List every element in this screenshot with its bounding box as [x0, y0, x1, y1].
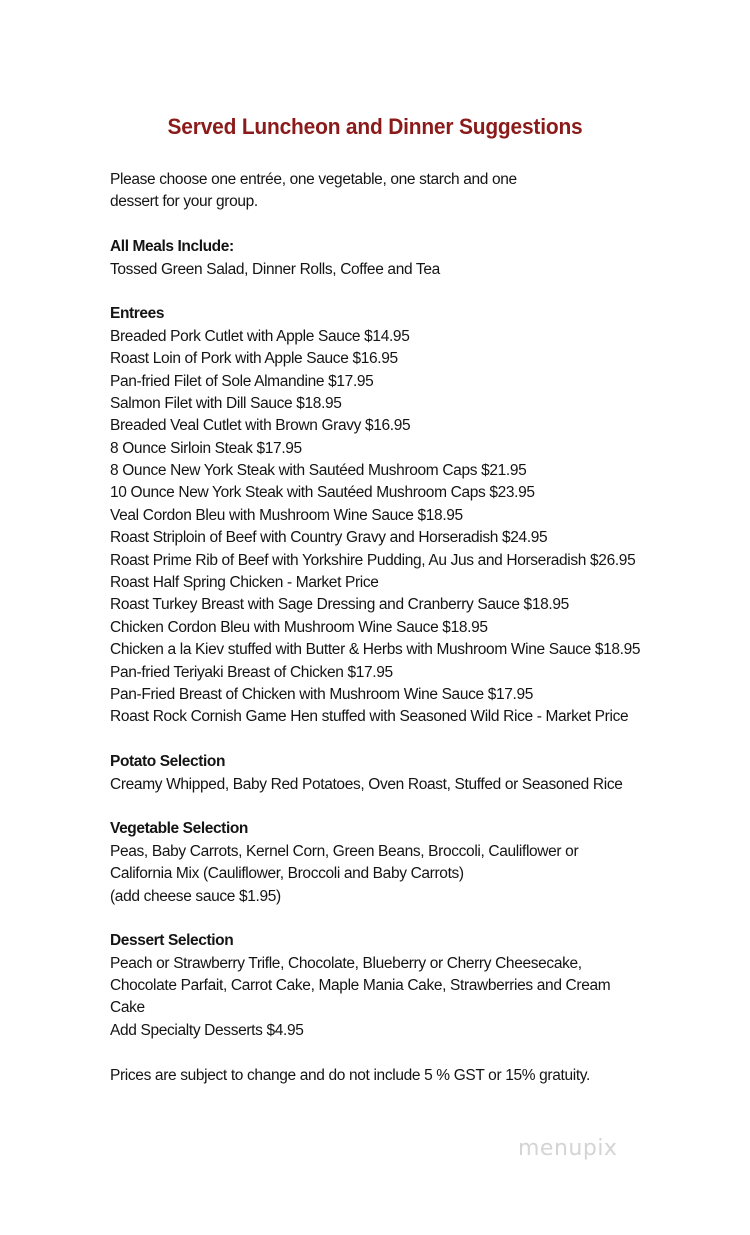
menu-content: [110, 169, 730, 1087]
potato-section: [110, 751, 730, 796]
price-disclaimer: Prices are subject to change and do not include 5 % GST or 15% gratuity.: [110, 1066, 590, 1084]
entree-item: Roast Rock Cornish Game Hen stuffed with Seasoned Wild Rice - Market Price: [110, 708, 629, 726]
dessert-line: Peach or Strawberry Trifle, Chocolate, Blueberry or Cherry Cheesecake,: [110, 954, 582, 972]
entree-item: 10 Ounce New York Steak with Sautéed Mushroom Caps $23.95: [110, 484, 535, 502]
entree-item: Breaded Pork Cutlet with Apple Sauce $14.95: [110, 327, 410, 345]
vegetable-line: (add cheese sauce $1.95): [110, 887, 281, 905]
entree-item: Roast Loin of Pork with Apple Sauce $16.95: [110, 350, 398, 368]
entree-item: Roast Half Spring Chicken - Market Price: [110, 574, 379, 592]
potato-line: Creamy Whipped, Baby Red Potatoes, Oven Roast, Stuffed or Seasoned Rice: [110, 775, 623, 793]
vegetable-line: California Mix (Cauliflower, Broccoli and Baby Carrots): [110, 865, 464, 883]
vegetable-line: Peas, Baby Carrots, Kernel Corn, Green Beans, Broccoli, Cauliflower or: [110, 842, 579, 860]
entree-item: Chicken a la Kiev stuffed with Butter & Herbs with Mushroom Wine Sauce $18.95: [110, 641, 641, 659]
entree-item: Pan-fried Filet of Sole Almandine $17.95: [110, 372, 374, 390]
dessert-line: Chocolate Parfait, Carrot Cake, Maple Mania Cake, Strawberries and Cream: [110, 977, 611, 995]
entree-item: Salmon Filet with Dill Sauce $18.95: [110, 394, 342, 412]
watermark-logo: menupix: [518, 1136, 618, 1161]
entree-item: Roast Striploin of Beef with Country Gravy and Horseradish $24.95: [110, 529, 548, 547]
entrees-section: [110, 303, 730, 728]
entree-item: Breaded Veal Cutlet with Brown Gravy $16.95: [110, 417, 411, 435]
page-title: Served Luncheon and Dinner Suggestions: [167, 114, 583, 139]
intro-line: dessert for your group.: [110, 193, 258, 211]
entree-item: Roast Turkey Breast with Sage Dressing and Cranberry Sauce $18.95: [110, 596, 569, 614]
dessert-line: Cake: [110, 999, 145, 1017]
all-meals-line: Tossed Green Salad, Dinner Rolls, Coffee and Tea: [110, 260, 440, 278]
potato-heading: Potato Selection: [110, 753, 226, 771]
intro-text: [110, 169, 730, 214]
entree-item: Pan-Fried Breast of Chicken with Mushroom Wine Sauce $17.95: [110, 685, 534, 703]
dessert-section: [110, 930, 730, 1042]
entree-item: Roast Prime Rib of Beef with Yorkshire Pudding, Au Jus and Horseradish $26.95: [110, 551, 636, 569]
vegetable-section: [110, 818, 730, 908]
entrees-heading: Entrees: [110, 305, 165, 323]
entree-item: 8 Ounce Sirloin Steak $17.95: [110, 439, 302, 457]
entree-item: Veal Cordon Bleu with Mushroom Wine Sauce $18.95: [110, 506, 463, 524]
entree-item: Pan-fried Teriyaki Breast of Chicken $17.95: [110, 663, 393, 681]
dessert-line: Add Specialty Desserts $4.95: [110, 1021, 304, 1039]
all-meals-heading: All Meals Include:: [110, 238, 234, 256]
entree-item: 8 Ounce New York Steak with Sautéed Mushroom Caps $21.95: [110, 462, 527, 480]
vegetable-heading: Vegetable Selection: [110, 820, 248, 838]
dessert-heading: Dessert Selection: [110, 932, 234, 950]
all-meals-section: [110, 236, 730, 281]
intro-line: Please choose one entrée, one vegetable, one starch and one: [110, 171, 517, 188]
entree-item: Chicken Cordon Bleu with Mushroom Wine Sauce $18.95: [110, 618, 488, 636]
